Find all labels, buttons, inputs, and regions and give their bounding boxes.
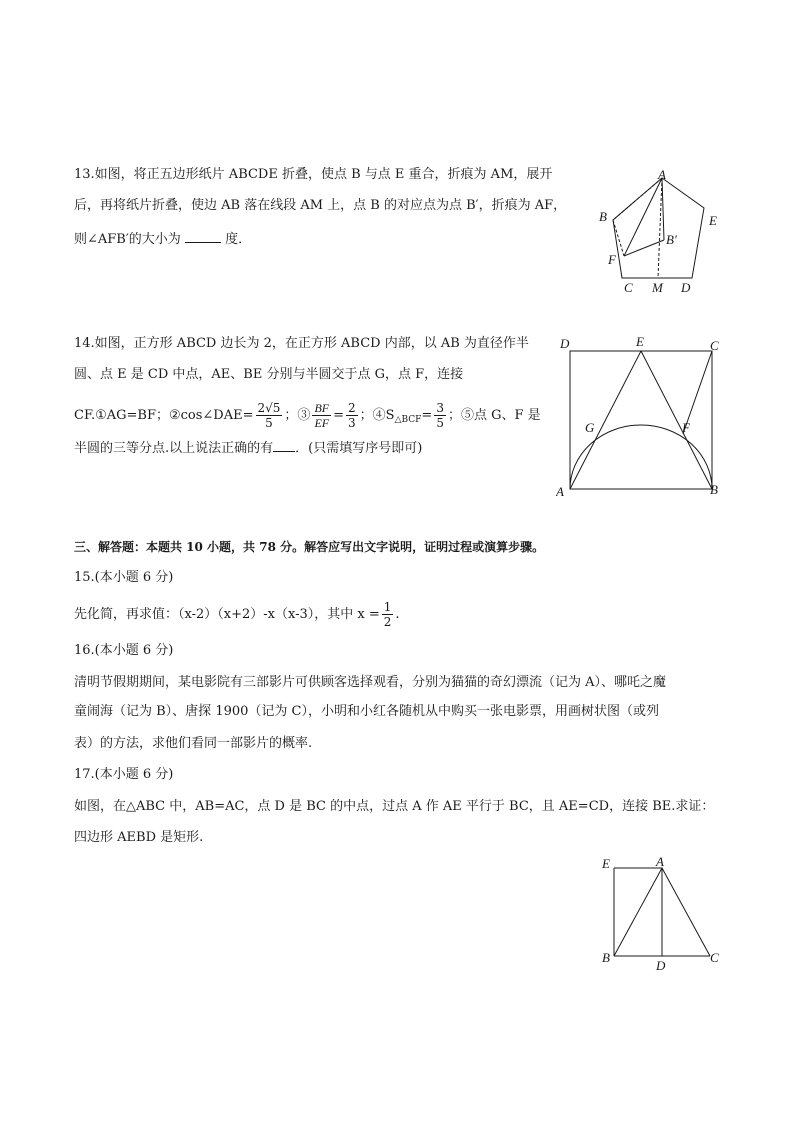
q14-label-E: E — [636, 334, 644, 349]
q13-line-1: 13.如图，将正五边形纸片 ABCDE 折叠，使点 B 与点 E 重合，折痕为 AM，展开 — [74, 167, 553, 182]
q13-line-3-end: 度． — [225, 232, 252, 247]
q17-label-A: A — [656, 854, 664, 869]
q14-frac-2 — [312, 401, 331, 430]
q14-line-4 — [74, 437, 422, 459]
q14-line-4-text: 半圆的三等分点.以上说法正确的有 — [74, 441, 274, 456]
q15-text-end: . — [395, 607, 400, 622]
q17-rectangle-figure — [596, 850, 736, 975]
q14-label-C: C — [710, 338, 719, 353]
q14-line-2: 圆、点 E 是 CD 中点，AE、BE 分别与半圆交于点 G，点 F，连接 — [74, 367, 464, 382]
q17-label-B: B — [602, 950, 610, 965]
q13-label-B: B — [599, 209, 607, 224]
q13-label-F: F — [608, 252, 616, 267]
q15-text — [74, 600, 400, 630]
section-3-heading: 三、解答题：本题共 10 小题，共 78 分。解答应写出文字说明，证明过程或演算步骤。 — [74, 540, 545, 554]
q17-label-D: D — [656, 958, 666, 973]
q16-line-3: 表）的方法，求他们看同一部影片的概率. — [74, 736, 313, 751]
q14-l3-part2: ；③ — [284, 408, 311, 423]
q14-l3-part3: ；④S — [359, 408, 395, 423]
q14-frac-1-den: 5 — [265, 416, 273, 430]
q17-label-C: C — [710, 950, 719, 965]
q17-label-E: E — [602, 856, 610, 871]
q14-line-3 — [74, 398, 541, 438]
q14-line-4-end: ．(只需填写序号即可) — [295, 441, 423, 456]
q14-frac-4-den: 5 — [436, 416, 444, 430]
q14-frac-3-num: 2 — [348, 401, 356, 415]
q15-text-main: 先化简，再求值：（x-2）（x+2）-x（x-3），其中 x = — [74, 607, 380, 622]
q14-square-figure — [556, 334, 736, 504]
q13-answer-blank[interactable] — [185, 228, 221, 243]
q13-label-A: A — [658, 168, 666, 182]
q17-line-1: 如图，在△ABC 中，AB=AC，点 D 是 BC 的中点，过点 A 作 AE 平行于 BC，且 AE=CD，连接 BE.求证： — [74, 799, 715, 814]
q15-frac-num: 1 — [383, 600, 392, 614]
q14-l3-part1: CF.①AG=BF；②cos∠DAE= — [74, 408, 254, 423]
q13-label-B-prime: B′ — [666, 232, 677, 247]
q13-label-M: M — [652, 280, 663, 295]
q14-line-1: 14.如图，正方形 ABCD 边长为 2，在正方形 ABCD 内部，以 AB 为直径作半 — [74, 336, 529, 351]
q14-label-G: G — [585, 420, 595, 435]
q14-frac-2-num: BF — [314, 401, 330, 415]
q17-title: 17.(本小题 6 分) — [74, 767, 174, 782]
q14-frac-1 — [256, 401, 283, 430]
q14-l3-part4: = — [421, 408, 433, 423]
q13-line-3-text: 则∠AFB′的大小为 — [74, 232, 181, 247]
q13-line-3 — [74, 228, 251, 250]
q16-line-1: 清明节假期期间，某电影院有三部影片可供顾客选择观看，分别为猫猫的奇幻漂流（记为 A）、哪吒之魔 — [74, 675, 667, 690]
q14-label-A: A — [556, 484, 564, 499]
q14-label-D: D — [560, 336, 570, 351]
q13-label-E: E — [709, 213, 717, 228]
q14-answer-blank[interactable] — [273, 437, 295, 452]
q14-frac-1-num: 2√5 — [257, 401, 281, 415]
q14-frac-3-den: 3 — [348, 416, 356, 430]
q13-label-D: D — [681, 280, 691, 295]
q14-frac-4 — [434, 401, 446, 430]
q14-l3-eq: = — [333, 408, 345, 423]
q13-label-C: C — [624, 280, 633, 295]
q14-frac-4-num: 3 — [436, 401, 444, 415]
q14-label-B: B — [710, 482, 718, 497]
q15-title: 15.(本小题 6 分) — [74, 570, 174, 585]
q16-line-2: 童闹海（记为 B）、唐探 1900（记为 C），小明和小红各随机从中购买一张电影票，用画树状图（或列 — [74, 704, 659, 719]
q13-pentagon-figure — [592, 168, 732, 298]
q13-line-2: 后，再将纸片折叠，使边 AB 落在线段 AM 上，点 B 的对应点为点 B′，折痕为 AF， — [74, 198, 567, 213]
q15-frac-den: 2 — [383, 615, 392, 629]
q17-line-2: 四边形 AEBD 是矩形. — [74, 830, 204, 845]
q16-title: 16.(本小题 6 分) — [74, 643, 174, 658]
q14-l3-part5: ；⑤点 G、F 是 — [447, 408, 541, 423]
q14-l3-subscript: △BCF — [394, 415, 422, 425]
q14-label-F: F — [682, 420, 690, 435]
q15-frac — [382, 600, 394, 629]
q14-frac-2-den: EF — [314, 416, 330, 430]
q14-frac-3 — [346, 401, 358, 430]
